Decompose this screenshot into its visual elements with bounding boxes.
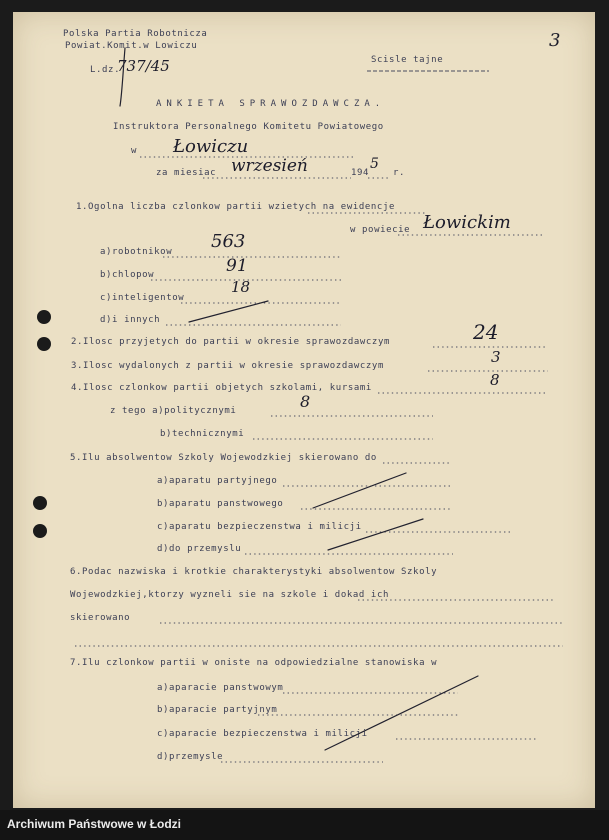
q1-text: 1.Ogolna liczba czlonkow partii wzietych na ewidencje xyxy=(76,202,395,212)
q4-b-label: b)technicznymi xyxy=(160,429,245,439)
q7-d-label: d)przemysle xyxy=(157,752,224,762)
q1-b-value: 91 xyxy=(226,256,248,276)
q1-a-label: a)robotnikow xyxy=(100,247,173,257)
archive-footer-bar xyxy=(0,810,609,840)
q4-a-value: 8 xyxy=(300,392,311,411)
q5-a-label: a)aparatu partyjnego xyxy=(157,476,278,486)
q1-county-handwritten: Łowickim xyxy=(423,212,511,233)
q3-value: 3 xyxy=(491,348,501,366)
document-subtitle: Instruktora Personalnego Komitetu Powiatowego xyxy=(113,122,384,132)
q5-b-label: b)aparatu panstwowego xyxy=(157,499,284,509)
period-year-typed: 194 xyxy=(351,168,370,178)
q7-b-label: b)aparacie partyjnym xyxy=(157,705,278,715)
q1-d-label: d)i innych xyxy=(100,315,161,325)
org-line-1: Polska Partia Robotnicza xyxy=(63,29,208,39)
location-handwritten: Łowiczu xyxy=(173,136,249,157)
q6-line-1: 6.Podac nazwiska i krotkie charakterystyki absolwentow Szkoly xyxy=(70,567,438,577)
q2-text: 2.Ilosc przyjetych do partii w okresie sprawozdawczym xyxy=(71,337,390,347)
q5-d-label: d)do przemyslu xyxy=(157,544,242,554)
q5-text: 5.Ilu absolwentow Szkoly Wojewodzkiej skierowano do xyxy=(70,453,377,463)
period-year-digit: 5 xyxy=(370,156,379,172)
ref-number-handwritten: 737/45 xyxy=(117,57,170,75)
q7-text: 7.Ilu czlonkow partii w oniste na odpowiedzialne stanowiska w xyxy=(70,658,438,668)
q4-text: 4.Ilosc czlonkow partii objetych szkolami, kursami xyxy=(71,383,372,393)
archive-name: Archiwum Państwowe w Łodzi xyxy=(7,817,182,831)
period-suffix: r. xyxy=(393,168,406,178)
q5-c-label: c)aparatu bezpieczenstwa i milicji xyxy=(157,522,362,532)
org-line-2: Powiat.Komit.w Lowiczu xyxy=(65,41,198,51)
period-month-handwritten: wrzesień xyxy=(231,156,308,176)
q7-a-label: a)aparacie panstwowym xyxy=(157,683,284,693)
classification-label: Scisle tajne xyxy=(371,55,444,65)
punch-hole xyxy=(33,496,47,510)
q4-a-label: z tego a)politycznymi xyxy=(110,406,237,416)
q1-c-label: c)inteligentow xyxy=(100,293,185,303)
document-title: ANKIETA SPRAWOZDAWCZA. xyxy=(156,99,386,109)
q6-line-3: skierowano xyxy=(70,613,131,623)
q1-b-label: b)chlopow xyxy=(100,270,155,280)
period-prefix: za miesiac xyxy=(156,168,217,178)
punch-hole xyxy=(33,524,47,538)
q1-county-prefix: w powiecie xyxy=(350,225,411,235)
document-page xyxy=(13,12,595,808)
q2-value: 24 xyxy=(473,320,499,344)
q1-c-value: 18 xyxy=(231,278,251,296)
q3-text: 3.Ilosc wydalonych z partii w okresie sprawozdawczym xyxy=(71,361,384,371)
ref-prefix: L.dz. xyxy=(90,65,121,75)
q6-line-2: Wojewodzkiej,ktorzy wyzneli sie na szkole i dokad ich xyxy=(70,590,389,600)
page-number: 3 xyxy=(549,30,561,51)
q1-a-value: 563 xyxy=(211,231,246,252)
location-prefix: w xyxy=(131,146,138,156)
q4-value: 8 xyxy=(490,371,500,389)
punch-hole xyxy=(37,337,51,351)
q7-c-label: c)aparacie bezpieczenstwa i milicji xyxy=(157,729,368,739)
punch-hole xyxy=(37,310,51,324)
